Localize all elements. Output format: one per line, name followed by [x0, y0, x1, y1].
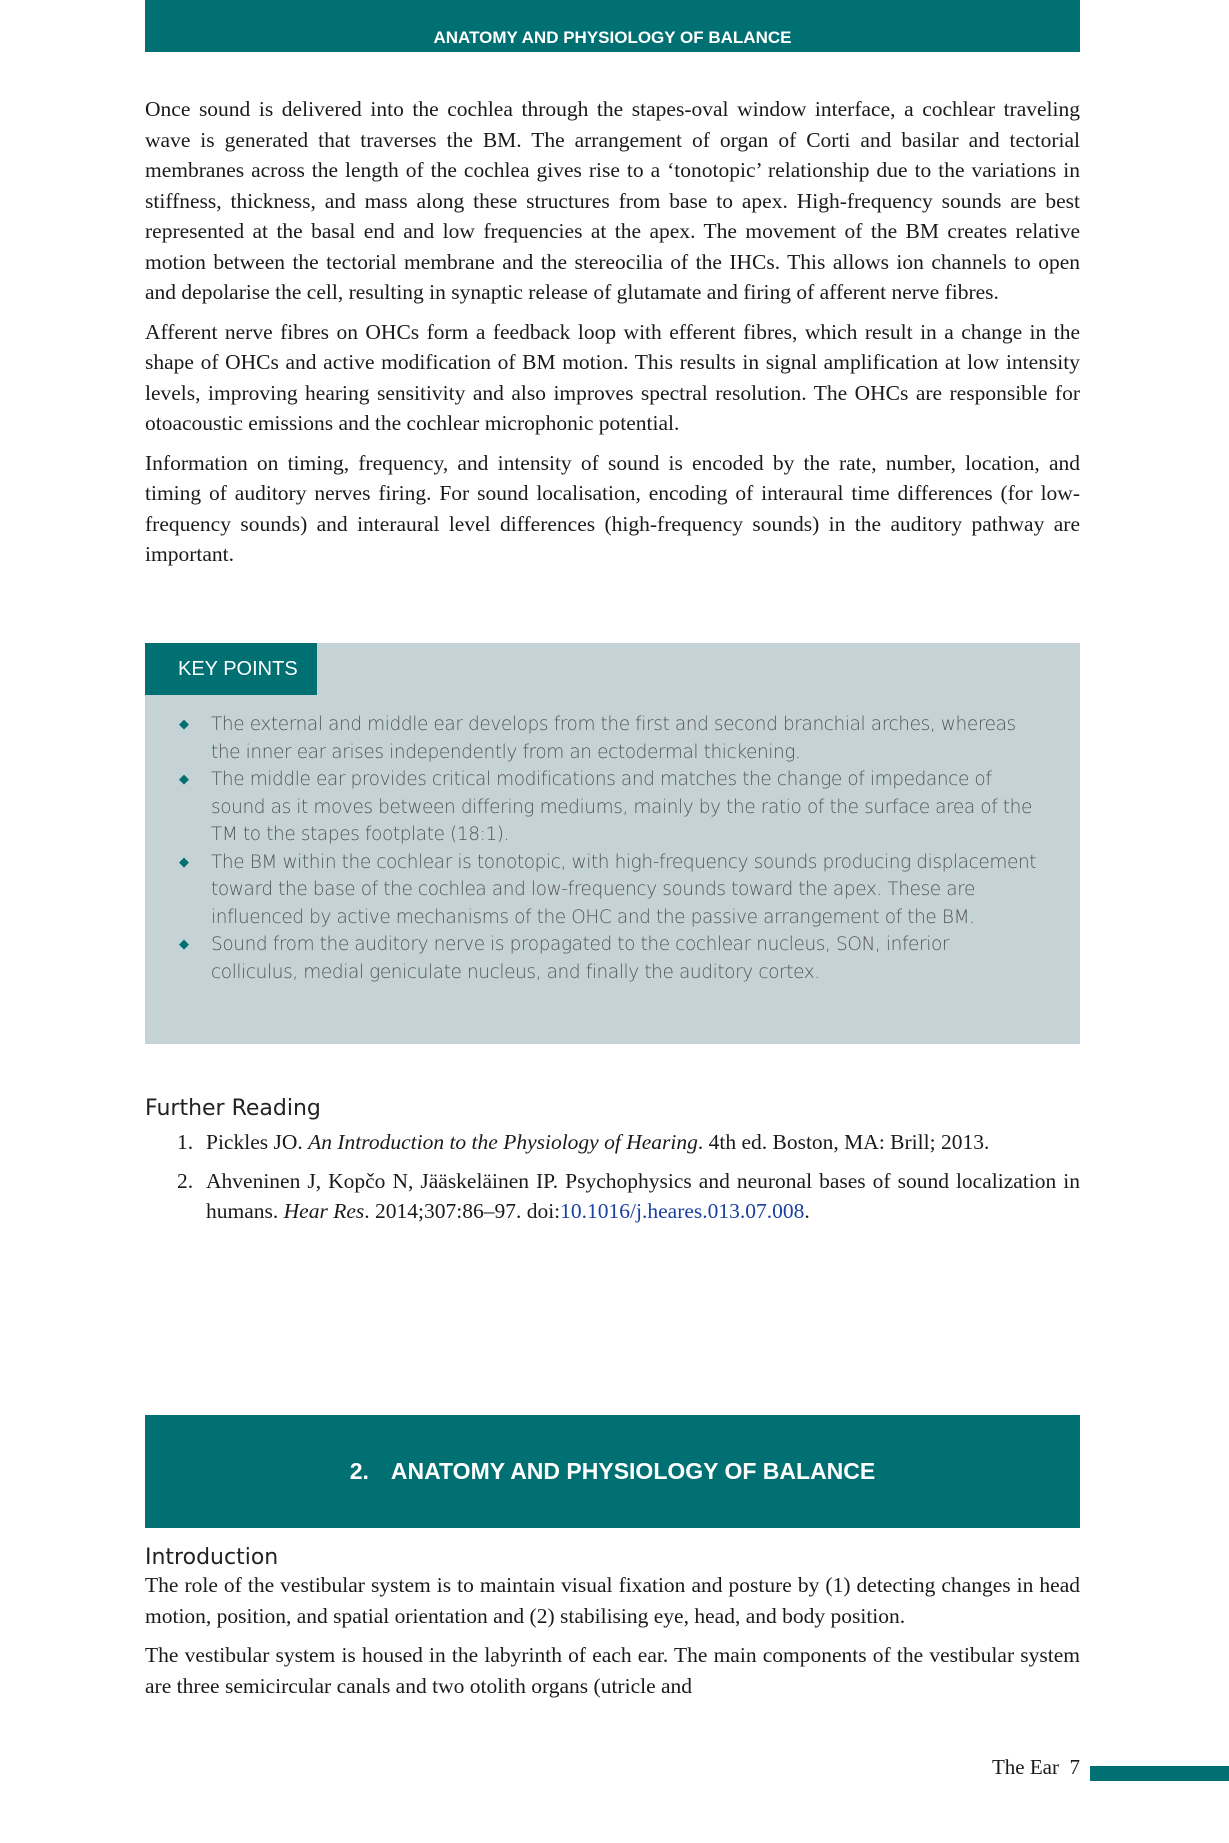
further-reading [145, 1096, 1080, 1235]
list-item [179, 849, 1041, 932]
diamond-bullet-icon: ◆ [179, 937, 189, 952]
introduction-title: Introduction [145, 1545, 279, 1570]
footer-book-title: The Ear [991, 1755, 1059, 1779]
reference-number: 2. [177, 1168, 194, 1193]
reference-text: . 4th ed. Boston, MA: Brill; 2013. [697, 1130, 990, 1154]
running-header [145, 0, 1080, 52]
reference-text: Ahveninen J, Kopčo N, Jääskeläinen IP. Psychophysics and neuronal bases of sound localization in humans. [206, 1168, 1080, 1223]
list-item [179, 766, 1041, 849]
paragraph: The vestibular system is housed in the labyrinth of each ear. The main components of the vestibular system are three semicircular canals and two otolith organs (utricle and [145, 1643, 1080, 1698]
introduction-section [145, 1545, 1080, 1710]
chapter-number: 2. [349, 1458, 369, 1484]
key-points-box [145, 643, 1080, 1044]
body-text [145, 94, 1080, 579]
doi-link[interactable]: 10.1016/j.heares.013.07.008 [560, 1199, 805, 1223]
chapter-title: ANATOMY AND PHYSIOLOGY OF BALANCE [390, 1458, 876, 1484]
reference-text: Pickles JO. [206, 1130, 309, 1154]
list-item-text: The external and middle ear develops from the first and second branchial arches, whereas the inner ear arises independently from an ectodermal thickening. [211, 714, 1016, 763]
paragraph: Information on timing, frequency, and intensity of sound is encoded by the rate, number, location, and timing of auditory nerves firing. For sound localisation, encoding of interaural time differences (for low-frequency sounds) and interaural level differences (high-frequency sounds) in the auditory pathway are important. [145, 450, 1080, 566]
page-number: 7 [1069, 1755, 1080, 1779]
running-header-text: ANATOMY AND PHYSIOLOGY OF BALANCE [433, 28, 792, 47]
list-item [179, 711, 1041, 766]
list-item-text: Sound from the auditory nerve is propagated to the cochlear nucleus, SON, inferior colliculus, medial geniculate nucleus, and finally the auditory cortex. [211, 934, 950, 983]
reference [145, 1166, 1080, 1227]
list-item-text: The BM within the cochlear is tonotopic, with high-frequency sounds producing displacement toward the base of the cochlea and low-frequency sounds toward the apex. These are influenced by active mechanisms of the OHC and the passive arrangement of the BM. [211, 851, 1037, 928]
diamond-bullet-icon: ◆ [179, 772, 189, 787]
key-points-list [179, 711, 1041, 986]
list-item-text: The middle ear provides critical modifications and matches the change of impedance of sound as it moves between differing mediums, mainly by the ratio of the surface area of the TM to the stapes footplate (18:1). [211, 769, 1032, 845]
paragraph: The role of the vestibular system is to maintain visual fixation and posture by (1) detecting changes in head motion, position, and spatial orientation and (2) stabilising eye, head, and body position. [145, 1573, 1080, 1628]
reference-list [145, 1127, 1080, 1227]
reference [145, 1127, 1080, 1158]
reference-text: . 2014;307:86–97. doi: [364, 1199, 561, 1223]
footer-accent-bar [1090, 1766, 1229, 1781]
diamond-bullet-icon: ◆ [179, 717, 189, 732]
reference-title: An Introduction to the Physiology of Hearing [308, 1130, 698, 1154]
key-points-title: KEY POINTS [145, 643, 317, 695]
chapter-banner [145, 1415, 1080, 1528]
reference-number: 1. [177, 1130, 194, 1154]
further-reading-title: Further Reading [145, 1096, 321, 1121]
list-item [179, 931, 1041, 986]
reference-text: . [804, 1199, 810, 1223]
reference-journal: Hear Res [283, 1199, 365, 1223]
page-footer [992, 1755, 1080, 1780]
paragraph: Once sound is delivered into the cochlea through the stapes-oval window interface, a cochlear traveling wave is generated that traverses the BM. The arrangement of organ of Corti and basilar and tectorial membranes across the length of the cochlea gives rise to a ‘tonotopic’ relationship due to the variations in stiffness, thickness, and mass along these structures from base to apex. High-frequency sounds are best represented at the basal end and low frequencies at the apex. The movement of the BM creates relative motion between the tectorial membrane and the stereocilia of the IHCs. This allows ion channels to open and depolarise the cell, resulting in synaptic release of glutamate and firing of afferent nerve fibres. [145, 97, 1080, 304]
paragraph: Afferent nerve fibres on OHCs form a feedback loop with efferent fibres, which result in a change in the shape of OHCs and active modification of BM motion. This results in signal amplification at low intensity levels, improving hearing sensitivity and also improves spectral resolution. The OHCs are responsible for otoacoustic emissions and the cochlear microphonic potential. [145, 319, 1080, 435]
diamond-bullet-icon: ◆ [179, 854, 189, 870]
